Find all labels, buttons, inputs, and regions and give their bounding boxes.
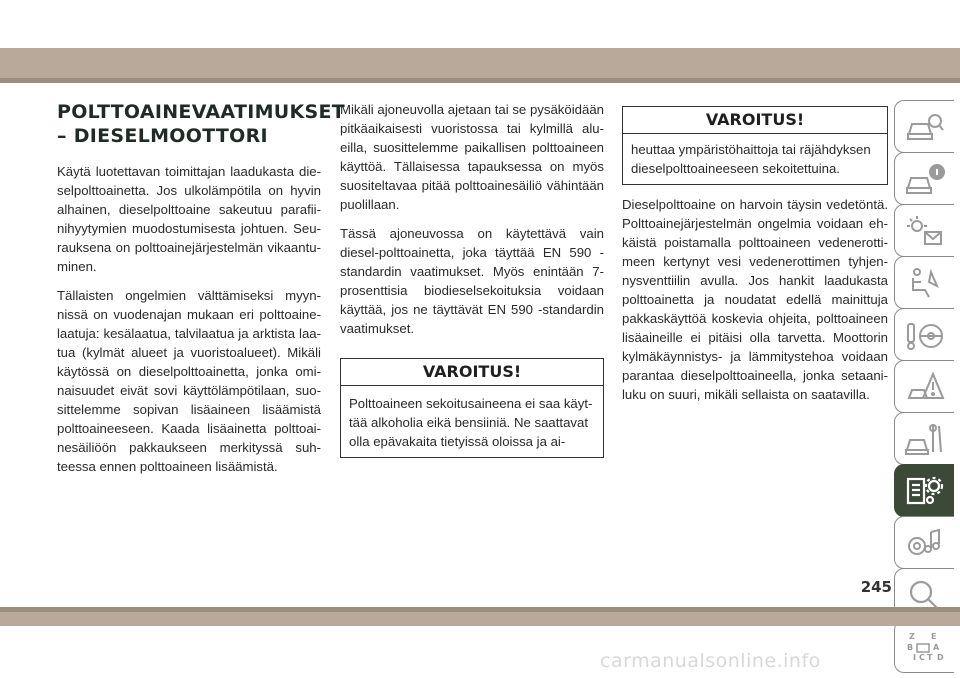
tab-dashboard-lights[interactable]: [894, 204, 954, 257]
car-info-icon: [905, 162, 945, 196]
paragraph: Käytä luotettavan toimittajan laadukasta die-selpolttoainetta. Jos ulkolämpötila on hyvin alhainen, dieselpolttoaine sakeutuu parafii-nihyytymien muodostumisesta johtuen. Seu-rauksena on polttoainejärjestelmän vikaantu-minen.: [57, 164, 321, 274]
warning-text: heuttaa ympäristöhaittoja tai räjähdyksen dieselpolttoaineeseen sekoitettuina.: [631, 142, 871, 176]
media-navigation-icon: [905, 526, 945, 560]
paragraph: Tällaisten ongelmien välttämiseksi myyn-nissä on vuodenajan mukaan eri polttoaine-laatuja: kesälaatua, talvilaatua ja arktista laa-tua (kylmät alueet ja vuoristoalueet). Mikäli käytössä on dieselpolttoainetta, jonka omi-naisuudet eivät sovi käyttölämpötilaan, suo-sittelemme sopivan lisäaineen lisäämistä polttoaineeseen. Kaada lisäainetta polttoai-nesäiliöön pakkaukseen merkityssä suh-teessa ennen polttoaineen lisäämistä.: [57, 288, 321, 474]
paragraph: Dieselpolttoaine on harvoin täysin vedetöntä. Polttoainejärjestelmän ongelmia voidaan eh-käistä poistamalla polttoaineen vedenerotti-meen kertynyt vesi vedenerottimen tyhjen-nysventtiilin avulla. Jos hankit laadukasta polttoainetta ja noudatat edellä mainittuja pakkaskäyttöä koskevia ohjeita, polttoaineen lisäaineille ei pitäisi olla tarvetta. Moottorin kylmäkäynnistys- ja lämmitystehoa voidaan parantaa dieselpolttoaineella, jonka setaani-luku on suuri, mikäli sellaista on saatavilla.: [622, 197, 888, 402]
warning-text: Polttoaineen sekoitusaineena ei saa käyt-tää alkoholia eikä bensiiniä. Ne saattavat olla epävakaita tietyissä oloissa ja ai-: [349, 396, 593, 449]
warning-box-continued: [622, 106, 888, 185]
tab-media-navigation[interactable]: [894, 516, 954, 569]
warning-triangle-car-icon: [905, 370, 945, 404]
svg-text:I: I: [912, 652, 916, 662]
section-heading-line-2: – DIESELMOOTTORI: [57, 125, 268, 147]
column-2: [340, 100, 604, 468]
car-search-icon: [905, 110, 945, 144]
car-tools-icon: [905, 422, 945, 456]
svg-text:B: B: [906, 642, 913, 652]
watermark: carmanualsonline.info: [600, 650, 821, 672]
warning-box: [340, 358, 604, 458]
paragraph: Mikäli ajoneuvolla ajetaan tai se pysäköidään pitkäaikaisesti vuoristossa tai kylmillä alu-eilla, suosittelemme paikallisen polttoaineen käyttöä. Tällaisessa tapauksessa on myös suositeltavaa pitää polttoainesäiliö vähintään puolillaan.: [340, 102, 604, 212]
steering-key-icon: [905, 318, 945, 352]
column-1: [57, 100, 346, 486]
svg-text:T: T: [926, 652, 932, 662]
section-heading-line-1: POLTTOAINEVAATIMUKSET: [57, 101, 346, 123]
specifications-gear-icon: [905, 474, 945, 508]
dashboard-lights-icon: [905, 214, 945, 248]
svg-text:C: C: [918, 652, 925, 662]
svg-text:A: A: [932, 642, 939, 652]
footer-band: [0, 612, 960, 626]
tab-car-tools[interactable]: [894, 412, 954, 465]
seat-airbag-icon: [905, 266, 945, 300]
svg-text:Z: Z: [908, 631, 915, 641]
svg-text:D: D: [936, 652, 944, 662]
tab-specifications[interactable]: [894, 464, 954, 517]
tab-seat-airbag[interactable]: [894, 256, 954, 309]
header-band: [0, 48, 960, 78]
tab-car-info[interactable]: [894, 152, 954, 205]
header-rule: [0, 78, 960, 83]
tab-alphabet-index[interactable]: [894, 620, 954, 673]
section-heading: [57, 100, 346, 148]
page-number: 245: [860, 578, 892, 596]
paragraph: Tässä ajoneuvossa on käytettävä vain diesel-polttoainetta, joka täyttää EN 590 -standardin vaatimukset. Myös enintään 7-prosenttisia biodieselsekoituksia voidaan käyttää, jos ne täyttävät EN 590 -standardin vaatimukset.: [340, 226, 604, 336]
warning-title: VAROITUS!: [623, 107, 887, 134]
svg-text:E: E: [930, 631, 936, 641]
tab-steering-key[interactable]: [894, 308, 954, 361]
column-3: [622, 100, 888, 414]
alphabet-index-icon: [905, 630, 945, 664]
tab-car-search[interactable]: [894, 100, 954, 153]
tab-warning-triangle[interactable]: [894, 360, 954, 413]
warning-title: VAROITUS!: [341, 359, 603, 386]
